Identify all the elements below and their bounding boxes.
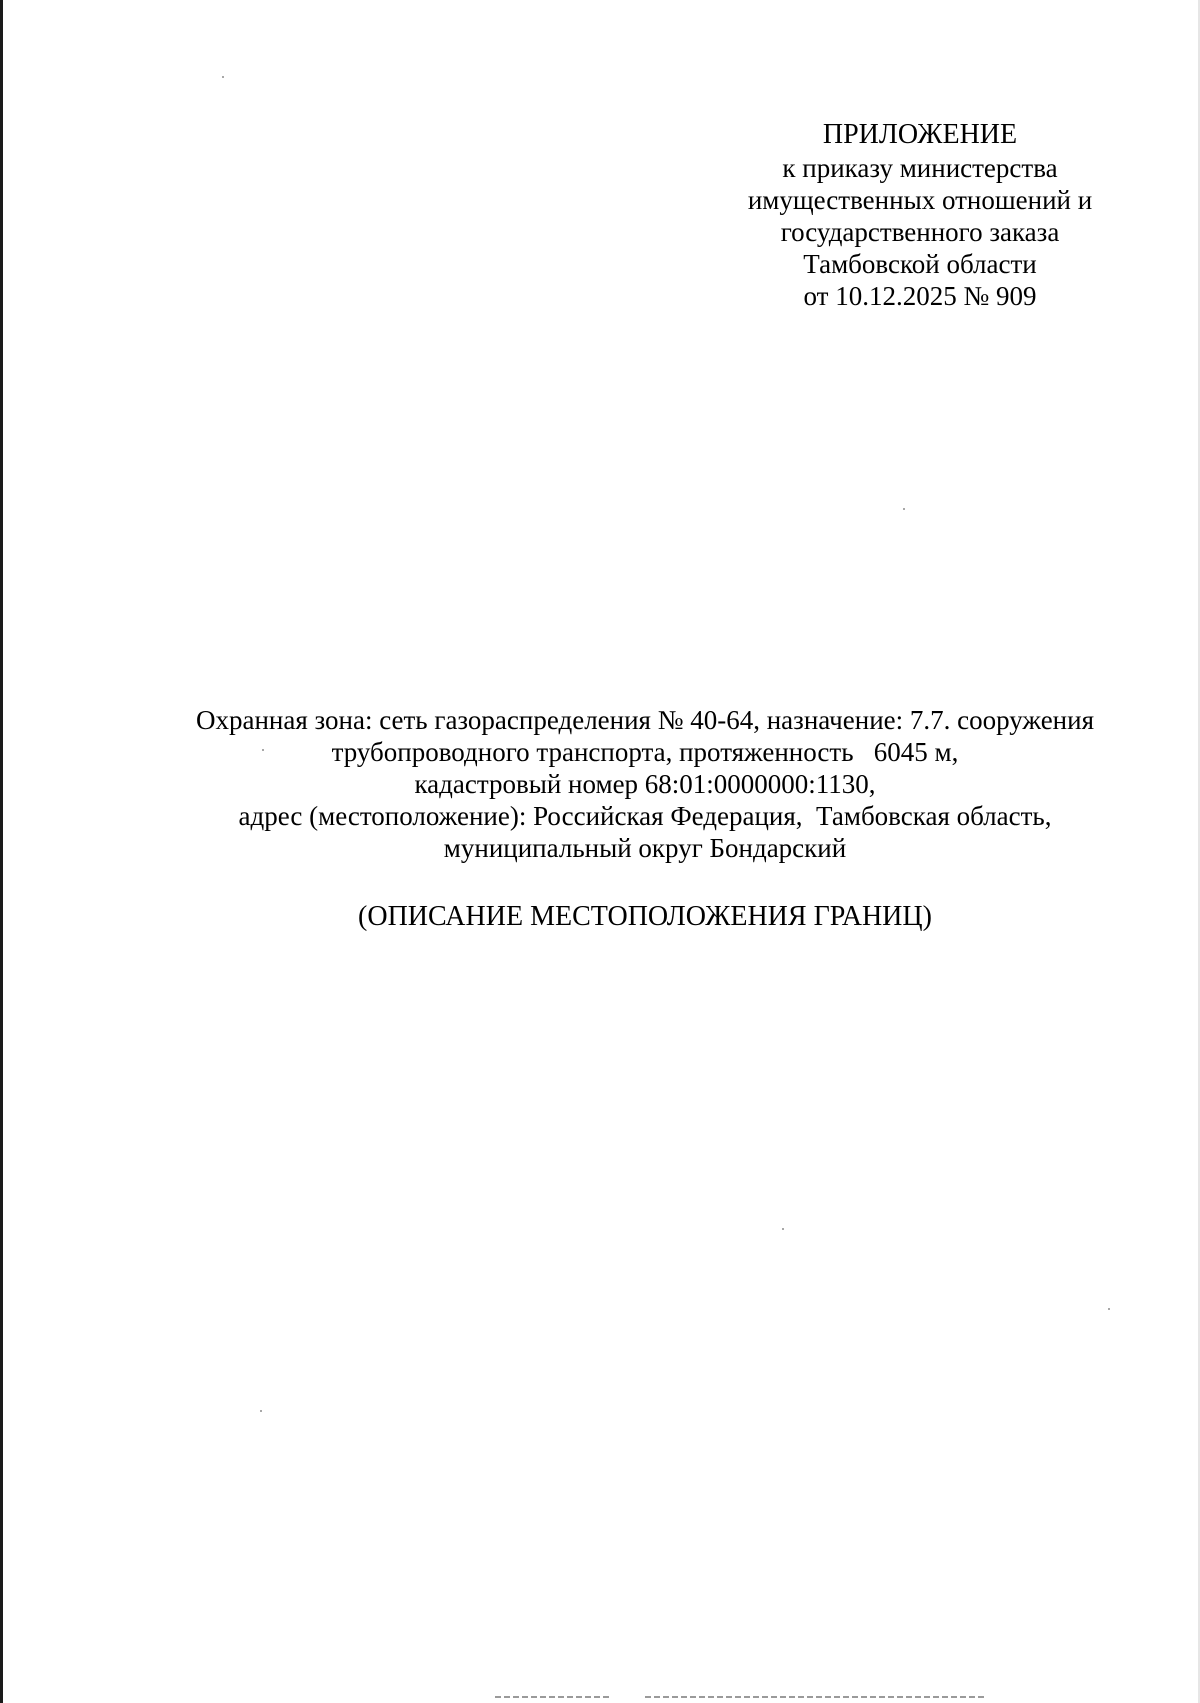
title-line: адрес (местоположение): Российская Федерация, Тамбовская область, [238,801,1052,831]
section-title: (ОПИСАНИЕ МЕСТОПОЛОЖЕНИЯ ГРАНИЦ) [358,901,932,932]
scan-speck [1108,1308,1110,1310]
appendix-heading: ПРИЛОЖЕНИЕ [822,119,1018,150]
appendix-line: от 10.12.2025 № 909 [803,281,1037,311]
document-title [120,704,1170,864]
title-line: кадастровый номер 68:01:0000000:1130, [414,769,876,799]
appendix-line: к приказу министерства [782,153,1058,183]
scan-speck [222,76,224,78]
title-line: трубопроводного транспорта, протяженность 6045 м, [331,737,959,767]
scan-left-edge [0,0,3,1703]
scan-speck [903,508,905,510]
title-line: Охранная зона: сеть газораспределения № 40-64, назначение: 7.7. сооружения [195,705,1094,735]
scan-bottom-artifact [645,1696,985,1698]
appendix-line: имущественных отношений и [747,185,1093,215]
appendix-block [700,118,1140,312]
appendix-line: Тамбовской области [803,249,1037,279]
title-line: муниципальный округ Бондарский [443,833,847,863]
scan-speck [260,1410,262,1412]
scan-speck [782,1228,784,1230]
scan-bottom-artifact [495,1696,610,1698]
appendix-line: государственного заказа [780,217,1060,247]
